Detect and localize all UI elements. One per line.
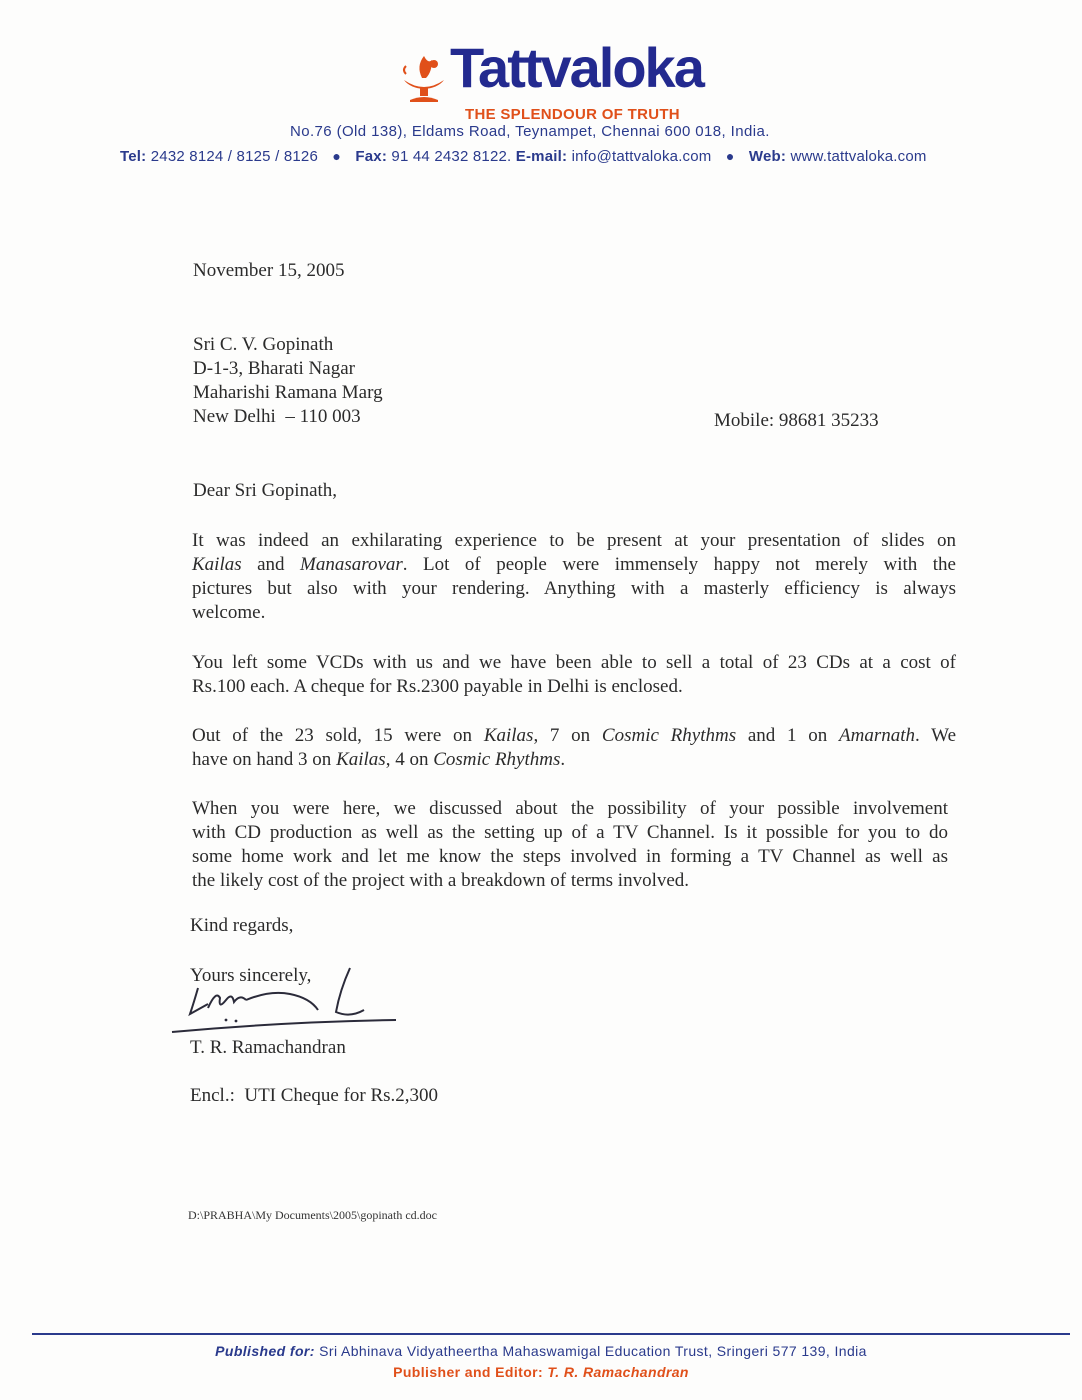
lamp-icon — [398, 44, 450, 108]
letter-date: November 15, 2005 — [193, 260, 345, 281]
paragraph-line — [192, 553, 956, 577]
file-path: D:\PRABHA\My Documents\2005\gopinath cd.doc — [188, 1208, 437, 1222]
paragraph-line: You left some VCDs with us and we have been able to sell a total of 23 CDs at a cost of — [192, 652, 956, 673]
tattvaloka-logo — [398, 36, 703, 104]
paragraph-4 — [192, 797, 948, 893]
published-for-text: Sri Abhinava Vidyatheertha Mahaswamigal Education Trust, Sringeri 577 139, India — [319, 1343, 867, 1359]
paragraph-3 — [192, 724, 956, 772]
fax-label: Fax: — [355, 148, 388, 165]
text-run: , 4 on — [385, 749, 434, 770]
text-run: have on hand 3 on — [192, 749, 337, 770]
paragraph-line: pictures but also with your rendering. Anything with a masterly efficiency is always — [192, 578, 956, 599]
salutation: Dear Sri Gopinath, — [193, 480, 338, 501]
published-for-label: Published for: — [215, 1343, 315, 1359]
bullet-icon: ● — [332, 148, 342, 164]
recipient-address-line1: D-1-3, Bharati Nagar — [193, 358, 355, 379]
publisher-editor-line — [0, 1364, 1082, 1380]
web-label: Web: — [748, 148, 787, 165]
paragraph-1 — [192, 529, 956, 625]
text-run: . We — [915, 725, 957, 746]
italic-title: Manasarovar — [300, 554, 403, 575]
paragraph-line: with CD production as well as the setting up of a TV Channel. Is it possible for you to do — [192, 822, 948, 843]
italic-title: Cosmic Rhythms — [433, 749, 561, 770]
text-run: and 1 on — [736, 725, 840, 746]
text-run: Out of the 23 sold, 15 were on — [192, 725, 484, 746]
paragraph-line — [192, 724, 956, 748]
italic-title: Kailas — [336, 749, 386, 770]
paragraph-line: the likely cost of the project with a breakdown of terms involved. — [192, 870, 690, 891]
publisher-editor-label: Publisher and Editor: — [393, 1364, 544, 1380]
italic-title: Kailas — [192, 554, 242, 575]
handwritten-signature — [160, 960, 410, 1038]
letterhead-contact — [120, 148, 927, 165]
paragraph-line: Rs.100 each. A cheque for Rs.2300 payable in Delhi is enclosed. — [192, 676, 683, 697]
enclosure-note: Encl.: UTI Cheque for Rs.2,300 — [190, 1085, 439, 1106]
publisher-editor-name: T. R. Ramachandran — [547, 1364, 689, 1380]
italic-title: Kailas — [483, 725, 534, 746]
text-run: . Lot of people were immensely happy not merely with the — [402, 554, 956, 575]
yours-sincerely: Yours sincerely, — [190, 965, 312, 986]
recipient-name: Sri C. V. Gopinath — [193, 334, 334, 355]
paragraph-line: When you were here, we discussed about the possibility of your possible involvement — [192, 798, 948, 819]
italic-title: Cosmic Rhythms — [601, 725, 737, 746]
footer-divider — [32, 1333, 1070, 1335]
recipient-address-line3: New Delhi – 110 003 — [193, 406, 361, 427]
web-value: www.tattvaloka.com — [790, 148, 927, 165]
email-value: info@tattvaloka.com — [571, 148, 712, 165]
paragraph-line: It was indeed an exhilarating experience to be present at your presentation of slides on — [192, 530, 956, 551]
text-run: , 7 on — [533, 725, 602, 746]
fax-value: 91 44 2432 8122. — [391, 148, 512, 165]
recipient-mobile: Mobile: 98681 35233 — [714, 410, 879, 431]
published-for-line — [0, 1343, 1082, 1359]
signatory-name: T. R. Ramachandran — [190, 1037, 346, 1058]
recipient-address-line2: Maharishi Ramana Marg — [193, 382, 383, 403]
tel-value: 2432 8124 / 8125 / 8126 — [150, 148, 318, 165]
paragraph-line: welcome. — [192, 602, 266, 623]
paragraph-line — [192, 748, 956, 772]
paragraph-line: some home work and let me know the steps involved in forming a TV Channel as well as — [192, 846, 948, 867]
italic-title: Amarnath — [839, 725, 916, 746]
tel-label: Tel: — [120, 148, 147, 165]
letterhead-address: No.76 (Old 138), Eldams Road, Teynampet, Chennai 600 018, India. — [290, 123, 770, 140]
text-run: and — [241, 554, 301, 575]
email-label: E-mail: — [515, 148, 568, 165]
bullet-icon: ● — [725, 148, 735, 164]
tagline: THE SPLENDOUR OF TRUTH — [465, 106, 680, 123]
paragraph-2 — [192, 651, 956, 699]
text-run: . — [560, 749, 566, 770]
brand-wordmark: Tattvaloka — [450, 36, 703, 99]
kind-regards: Kind regards, — [190, 915, 294, 936]
